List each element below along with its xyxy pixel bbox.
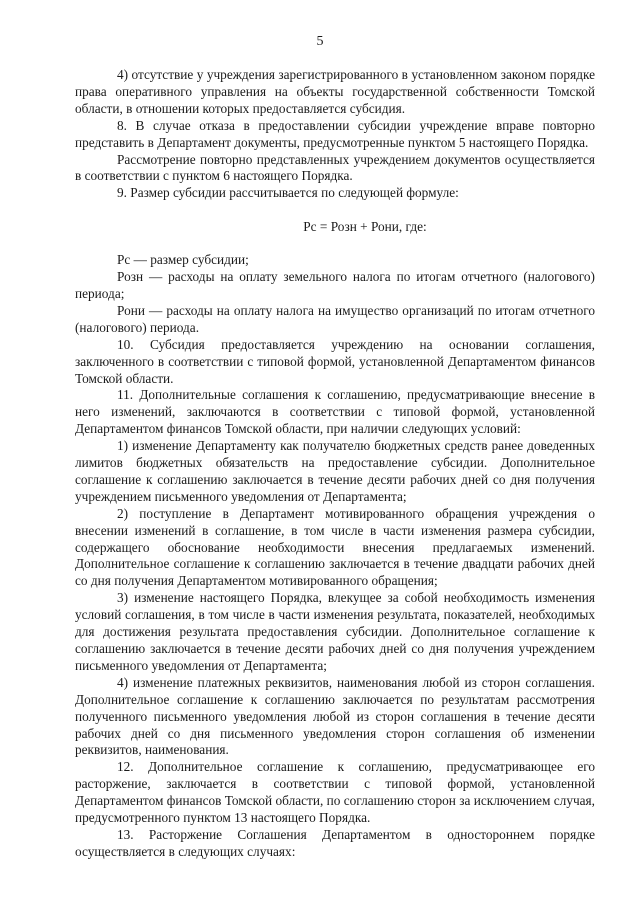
document-body bbox=[75, 67, 595, 861]
paragraph-9: 9. Размер субсидии рассчитывается по следующей формуле: bbox=[117, 185, 459, 201]
paragraph-8: 8. В случае отказа в предоставлении субсидии учреждение вправе повторно представить в Департамент документы, предусмотренные пунктом 5 настоящего Порядка. bbox=[75, 117, 595, 150]
page-number: 5 bbox=[316, 34, 324, 49]
paragraph-11-1: 1) изменение Департаменту как получателю бюджетных средств ранее доведенных лимитов бюджетных обязательств на предоставление субсидии. Дополнительное соглашение к соглашению заключается в течение десяти рабочих дней со дня получения учреждением письменного уведомления от Департамента; bbox=[75, 438, 595, 504]
paragraph-11-3: 3) изменение настоящего Порядка, влекущее за собой необходимость изменения условий соглашения, в том числе в части изменения результата, показателей, необходимых для достижения результата предоставления субсидии. Дополнительное соглашение к соглашению заключается в течение десяти рабочих дней со дня получения учреждением письменного уведомления от Департамента; bbox=[75, 590, 595, 673]
paragraph-12: 12. Дополнительное соглашение к соглашению, предусматривающее его расторжение, заключается в соответствии с типовой формой, установленной Департаментом финансов Томской области, по соглашению сторон за исключением случая, предусмотренного пунктом 13 настоящего Порядка. bbox=[75, 759, 595, 826]
paragraph-13: 13. Расторжение Соглашения Департаментом в одностороннем порядке осуществляется в следующих случаях: bbox=[75, 826, 595, 859]
paragraph-7-4: 4) отсутствие у учреждения зарегистрированного в установленном законом порядке права оперативного управления на объекты государственной собственности Томской области, в отношении которых предоставляется субсидия. bbox=[75, 67, 595, 116]
paragraph-10: 10. Субсидия предоставляется учреждению на основании соглашения, заключенного в соответствии с типовой формой, установленной Департаментом финансов Томской области. bbox=[75, 336, 595, 386]
paragraph-11-2: 2) поступление в Департамент мотивированного обращения учреждения о внесении изменений в соглашение, в том числе в части изменения размера субсидии, содержащего обоснование необходимости внесения предлагаемых изменений. Дополнительное соглашение к соглашению заключается в течение двадцати рабочих дней со дня получения Департаментом мотивированного обращения; bbox=[75, 505, 595, 589]
definition-rozn: Розн — расходы на оплату земельного налога по итогам отчетного (налогового) периода; bbox=[75, 269, 595, 301]
subsidy-formula: Рс = Розн + Рони, где: bbox=[303, 219, 427, 235]
paragraph-11: 11. Дополнительные соглашения к соглашению, предусматривающие внесение в него изменений, заключаются в соответствии с типовой формой, установленной Департаментом финансов Томской области, при наличии следующих условий: bbox=[75, 387, 595, 437]
paragraph-8-review: Рассмотрение повторно представленных учреждением документов осуществляется в соответствии с пунктом 6 настоящего Порядка. bbox=[75, 151, 595, 184]
definition-roni: Рони — расходы на оплату налога на имущество организаций по итогам отчетного (налогового) периода. bbox=[75, 302, 595, 335]
definition-rs: Рс — размер субсидии; bbox=[117, 252, 249, 268]
paragraph-11-4: 4) изменение платежных реквизитов, наименования любой из сторон соглашения. Дополнительное соглашение к соглашению заключается по результатам рассмотрения полученного письменного уведомления любой из сторон соглашения в течение десяти рабочих дней со дня письменного уведомления сторон соглашения об изменении реквизитов, наименования. bbox=[75, 674, 595, 758]
